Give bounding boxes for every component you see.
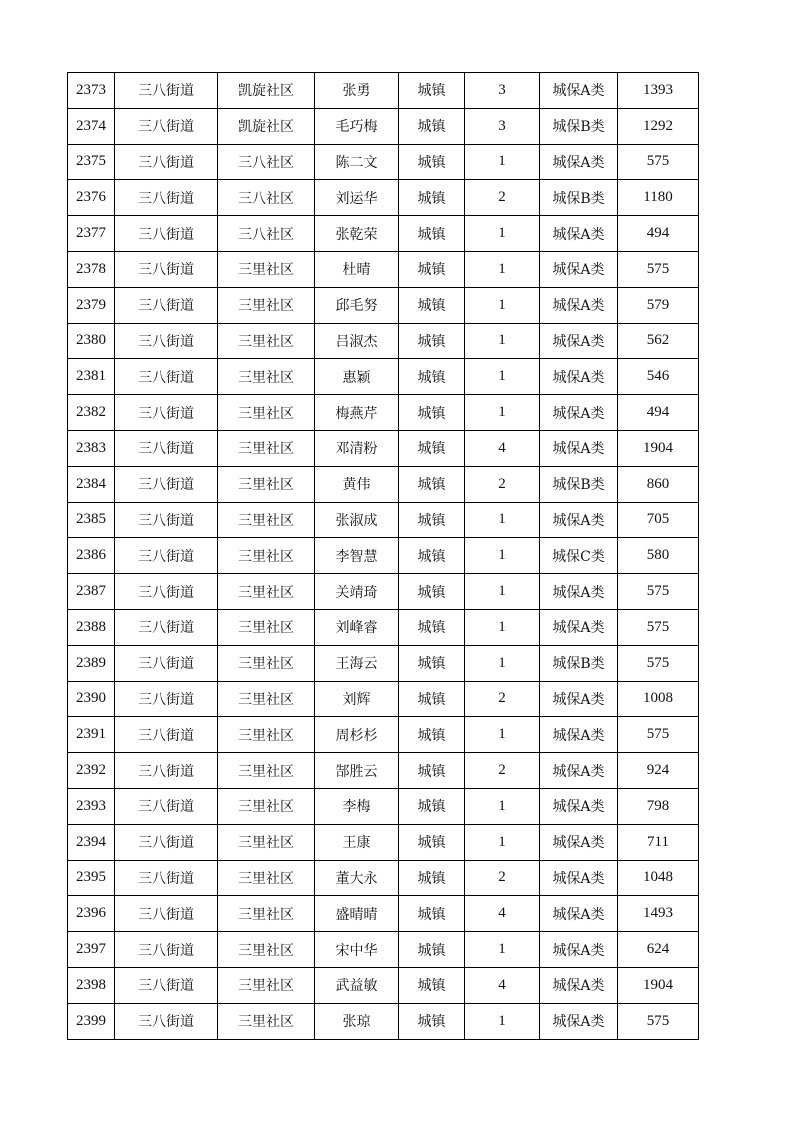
amount-cell: 705 (618, 502, 699, 538)
assistance-type-cell: 城保A类 (540, 860, 618, 896)
community-cell: 三里社区 (218, 860, 315, 896)
table-row (68, 538, 699, 574)
table-row (68, 430, 699, 466)
assistance-type-cell: 城保A类 (540, 395, 618, 431)
street-cell: 三八街道 (115, 359, 218, 395)
street-cell: 三八街道 (115, 323, 218, 359)
community-cell: 三八社区 (218, 144, 315, 180)
amount-cell: 1904 (618, 430, 699, 466)
area-cell: 城镇 (399, 824, 465, 860)
amount-cell: 575 (618, 1003, 699, 1039)
assistance-type-cell: 城保A类 (540, 788, 618, 824)
name-cell: 武益敏 (315, 967, 399, 1003)
row-id-cell: 2385 (68, 502, 115, 538)
name-cell: 李梅 (315, 788, 399, 824)
assistance-type-cell: 城保A类 (540, 323, 618, 359)
amount-cell: 575 (618, 717, 699, 753)
table-row (68, 251, 699, 287)
name-cell: 李智慧 (315, 538, 399, 574)
table-row (68, 788, 699, 824)
name-cell: 王康 (315, 824, 399, 860)
table-row (68, 824, 699, 860)
table-row (68, 574, 699, 610)
row-id-cell: 2390 (68, 681, 115, 717)
row-id-cell: 2397 (68, 932, 115, 968)
household-count-cell: 1 (465, 645, 540, 681)
name-cell: 周杉杉 (315, 717, 399, 753)
row-id-cell: 2394 (68, 824, 115, 860)
household-count-cell: 3 (465, 108, 540, 144)
amount-cell: 494 (618, 395, 699, 431)
street-cell: 三八街道 (115, 73, 218, 109)
household-count-cell: 1 (465, 323, 540, 359)
area-cell: 城镇 (399, 717, 465, 753)
assistance-type-cell: 城保A类 (540, 144, 618, 180)
household-count-cell: 2 (465, 753, 540, 789)
area-cell: 城镇 (399, 753, 465, 789)
assistance-type-cell: 城保B类 (540, 645, 618, 681)
street-cell: 三八街道 (115, 824, 218, 860)
row-id-cell: 2376 (68, 180, 115, 216)
name-cell: 黄伟 (315, 466, 399, 502)
name-cell: 董大永 (315, 860, 399, 896)
household-count-cell: 1 (465, 251, 540, 287)
area-cell: 城镇 (399, 251, 465, 287)
community-cell: 三里社区 (218, 287, 315, 323)
street-cell: 三八街道 (115, 753, 218, 789)
street-cell: 三八街道 (115, 538, 218, 574)
row-id-cell: 2389 (68, 645, 115, 681)
table-row (68, 108, 699, 144)
household-count-cell: 2 (465, 466, 540, 502)
amount-cell: 1008 (618, 681, 699, 717)
amount-cell: 575 (618, 645, 699, 681)
assistance-type-cell: 城保A类 (540, 896, 618, 932)
assistance-type-cell: 城保A类 (540, 430, 618, 466)
community-cell: 三里社区 (218, 395, 315, 431)
assistance-type-cell: 城保A类 (540, 359, 618, 395)
assistance-type-cell: 城保A类 (540, 287, 618, 323)
household-count-cell: 2 (465, 681, 540, 717)
name-cell: 刘峰睿 (315, 609, 399, 645)
street-cell: 三八街道 (115, 502, 218, 538)
community-cell: 三里社区 (218, 502, 315, 538)
community-cell: 三八社区 (218, 216, 315, 252)
amount-cell: 1493 (618, 896, 699, 932)
assistance-type-cell: 城保A类 (540, 502, 618, 538)
area-cell: 城镇 (399, 681, 465, 717)
area-cell: 城镇 (399, 359, 465, 395)
row-id-cell: 2381 (68, 359, 115, 395)
street-cell: 三八街道 (115, 967, 218, 1003)
table-row (68, 466, 699, 502)
table-row (68, 717, 699, 753)
community-cell: 三里社区 (218, 681, 315, 717)
ledger-body (68, 73, 699, 1040)
amount-cell: 1904 (618, 967, 699, 1003)
household-count-cell: 3 (465, 73, 540, 109)
household-count-cell: 4 (465, 896, 540, 932)
household-count-cell: 1 (465, 216, 540, 252)
street-cell: 三八街道 (115, 430, 218, 466)
community-cell: 三里社区 (218, 466, 315, 502)
table-row (68, 359, 699, 395)
community-cell: 三里社区 (218, 323, 315, 359)
household-count-cell: 1 (465, 359, 540, 395)
row-id-cell: 2392 (68, 753, 115, 789)
row-id-cell: 2388 (68, 609, 115, 645)
assistance-type-cell: 城保A类 (540, 681, 618, 717)
assistance-type-cell: 城保A类 (540, 824, 618, 860)
area-cell: 城镇 (399, 860, 465, 896)
household-count-cell: 1 (465, 932, 540, 968)
street-cell: 三八街道 (115, 180, 218, 216)
amount-cell: 860 (618, 466, 699, 502)
row-id-cell: 2377 (68, 216, 115, 252)
household-count-cell: 1 (465, 609, 540, 645)
street-cell: 三八街道 (115, 860, 218, 896)
amount-cell: 562 (618, 323, 699, 359)
household-count-cell: 1 (465, 144, 540, 180)
area-cell: 城镇 (399, 967, 465, 1003)
community-cell: 三里社区 (218, 932, 315, 968)
row-id-cell: 2387 (68, 574, 115, 610)
row-id-cell: 2395 (68, 860, 115, 896)
table-row (68, 395, 699, 431)
street-cell: 三八街道 (115, 896, 218, 932)
amount-cell: 1180 (618, 180, 699, 216)
amount-cell: 1292 (618, 108, 699, 144)
assistance-type-cell: 城保B类 (540, 466, 618, 502)
area-cell: 城镇 (399, 645, 465, 681)
area-cell: 城镇 (399, 502, 465, 538)
community-cell: 三里社区 (218, 717, 315, 753)
row-id-cell: 2380 (68, 323, 115, 359)
table-row (68, 216, 699, 252)
area-cell: 城镇 (399, 466, 465, 502)
row-id-cell: 2393 (68, 788, 115, 824)
assistance-type-cell: 城保A类 (540, 753, 618, 789)
table-row (68, 609, 699, 645)
amount-cell: 624 (618, 932, 699, 968)
street-cell: 三八街道 (115, 287, 218, 323)
row-id-cell: 2379 (68, 287, 115, 323)
table-row (68, 502, 699, 538)
street-cell: 三八街道 (115, 144, 218, 180)
assistance-type-cell: 城保A类 (540, 717, 618, 753)
assistance-type-cell: 城保A类 (540, 967, 618, 1003)
amount-cell: 575 (618, 574, 699, 610)
amount-cell: 579 (618, 287, 699, 323)
street-cell: 三八街道 (115, 395, 218, 431)
name-cell: 梅燕芹 (315, 395, 399, 431)
amount-cell: 1393 (618, 73, 699, 109)
area-cell: 城镇 (399, 323, 465, 359)
amount-cell: 575 (618, 144, 699, 180)
table-row (68, 967, 699, 1003)
area-cell: 城镇 (399, 932, 465, 968)
area-cell: 城镇 (399, 144, 465, 180)
area-cell: 城镇 (399, 896, 465, 932)
household-count-cell: 4 (465, 967, 540, 1003)
table-row (68, 896, 699, 932)
row-id-cell: 2386 (68, 538, 115, 574)
assistance-type-cell: 城保B类 (540, 108, 618, 144)
community-cell: 三里社区 (218, 430, 315, 466)
household-count-cell: 2 (465, 180, 540, 216)
street-cell: 三八街道 (115, 788, 218, 824)
street-cell: 三八街道 (115, 251, 218, 287)
name-cell: 杜晴 (315, 251, 399, 287)
community-cell: 三里社区 (218, 824, 315, 860)
name-cell: 张乾荣 (315, 216, 399, 252)
assistance-type-cell: 城保B类 (540, 180, 618, 216)
area-cell: 城镇 (399, 216, 465, 252)
street-cell: 三八街道 (115, 466, 218, 502)
area-cell: 城镇 (399, 609, 465, 645)
name-cell: 刘辉 (315, 681, 399, 717)
amount-cell: 546 (618, 359, 699, 395)
name-cell: 张勇 (315, 73, 399, 109)
table-row (68, 860, 699, 896)
household-count-cell: 1 (465, 788, 540, 824)
area-cell: 城镇 (399, 287, 465, 323)
row-id-cell: 2384 (68, 466, 115, 502)
community-cell: 凯旋社区 (218, 108, 315, 144)
name-cell: 王海云 (315, 645, 399, 681)
row-id-cell: 2396 (68, 896, 115, 932)
name-cell: 郜胜云 (315, 753, 399, 789)
name-cell: 盛晴晴 (315, 896, 399, 932)
amount-cell: 575 (618, 609, 699, 645)
street-cell: 三八街道 (115, 108, 218, 144)
table-row (68, 753, 699, 789)
area-cell: 城镇 (399, 574, 465, 610)
row-id-cell: 2391 (68, 717, 115, 753)
community-cell: 三里社区 (218, 251, 315, 287)
row-id-cell: 2373 (68, 73, 115, 109)
community-cell: 三里社区 (218, 1003, 315, 1039)
assistance-type-cell: 城保A类 (540, 73, 618, 109)
table-row (68, 73, 699, 109)
table-row (68, 681, 699, 717)
community-cell: 三里社区 (218, 538, 315, 574)
amount-cell: 575 (618, 251, 699, 287)
row-id-cell: 2375 (68, 144, 115, 180)
table-row (68, 1003, 699, 1039)
community-cell: 三里社区 (218, 788, 315, 824)
amount-cell: 798 (618, 788, 699, 824)
amount-cell: 711 (618, 824, 699, 860)
name-cell: 宋中华 (315, 932, 399, 968)
area-cell: 城镇 (399, 73, 465, 109)
amount-cell: 494 (618, 216, 699, 252)
assistance-type-cell: 城保A类 (540, 1003, 618, 1039)
household-count-cell: 2 (465, 860, 540, 896)
area-cell: 城镇 (399, 1003, 465, 1039)
table-row (68, 323, 699, 359)
amount-cell: 1048 (618, 860, 699, 896)
assistance-type-cell: 城保A类 (540, 609, 618, 645)
table-row (68, 932, 699, 968)
community-cell: 三里社区 (218, 753, 315, 789)
street-cell: 三八街道 (115, 717, 218, 753)
area-cell: 城镇 (399, 430, 465, 466)
row-id-cell: 2382 (68, 395, 115, 431)
name-cell: 惠颖 (315, 359, 399, 395)
area-cell: 城镇 (399, 788, 465, 824)
household-count-cell: 1 (465, 538, 540, 574)
table-row (68, 180, 699, 216)
household-count-cell: 1 (465, 1003, 540, 1039)
table-row (68, 144, 699, 180)
street-cell: 三八街道 (115, 932, 218, 968)
household-count-cell: 1 (465, 824, 540, 860)
name-cell: 吕淑杰 (315, 323, 399, 359)
row-id-cell: 2399 (68, 1003, 115, 1039)
street-cell: 三八街道 (115, 574, 218, 610)
row-id-cell: 2378 (68, 251, 115, 287)
household-count-cell: 4 (465, 430, 540, 466)
amount-cell: 580 (618, 538, 699, 574)
name-cell: 邱毛努 (315, 287, 399, 323)
assistance-type-cell: 城保C类 (540, 538, 618, 574)
street-cell: 三八街道 (115, 1003, 218, 1039)
area-cell: 城镇 (399, 108, 465, 144)
area-cell: 城镇 (399, 395, 465, 431)
community-cell: 三里社区 (218, 609, 315, 645)
community-cell: 凯旋社区 (218, 73, 315, 109)
assistance-type-cell: 城保A类 (540, 574, 618, 610)
row-id-cell: 2374 (68, 108, 115, 144)
community-cell: 三里社区 (218, 967, 315, 1003)
assistance-type-cell: 城保A类 (540, 932, 618, 968)
community-cell: 三里社区 (218, 574, 315, 610)
assistance-type-cell: 城保A类 (540, 251, 618, 287)
row-id-cell: 2398 (68, 967, 115, 1003)
name-cell: 刘运华 (315, 180, 399, 216)
street-cell: 三八街道 (115, 609, 218, 645)
name-cell: 张琼 (315, 1003, 399, 1039)
community-cell: 三八社区 (218, 180, 315, 216)
amount-cell: 924 (618, 753, 699, 789)
household-count-cell: 1 (465, 502, 540, 538)
household-count-cell: 1 (465, 395, 540, 431)
table-row (68, 645, 699, 681)
household-count-cell: 1 (465, 717, 540, 753)
ledger-table (67, 72, 699, 1040)
area-cell: 城镇 (399, 538, 465, 574)
community-cell: 三里社区 (218, 359, 315, 395)
assistance-type-cell: 城保A类 (540, 216, 618, 252)
area-cell: 城镇 (399, 180, 465, 216)
community-cell: 三里社区 (218, 896, 315, 932)
street-cell: 三八街道 (115, 216, 218, 252)
street-cell: 三八街道 (115, 645, 218, 681)
row-id-cell: 2383 (68, 430, 115, 466)
street-cell: 三八街道 (115, 681, 218, 717)
name-cell: 陈二文 (315, 144, 399, 180)
name-cell: 关靖琦 (315, 574, 399, 610)
community-cell: 三里社区 (218, 645, 315, 681)
name-cell: 邓清粉 (315, 430, 399, 466)
household-count-cell: 1 (465, 287, 540, 323)
name-cell: 毛巧梅 (315, 108, 399, 144)
household-count-cell: 1 (465, 574, 540, 610)
table-row (68, 287, 699, 323)
name-cell: 张淑成 (315, 502, 399, 538)
